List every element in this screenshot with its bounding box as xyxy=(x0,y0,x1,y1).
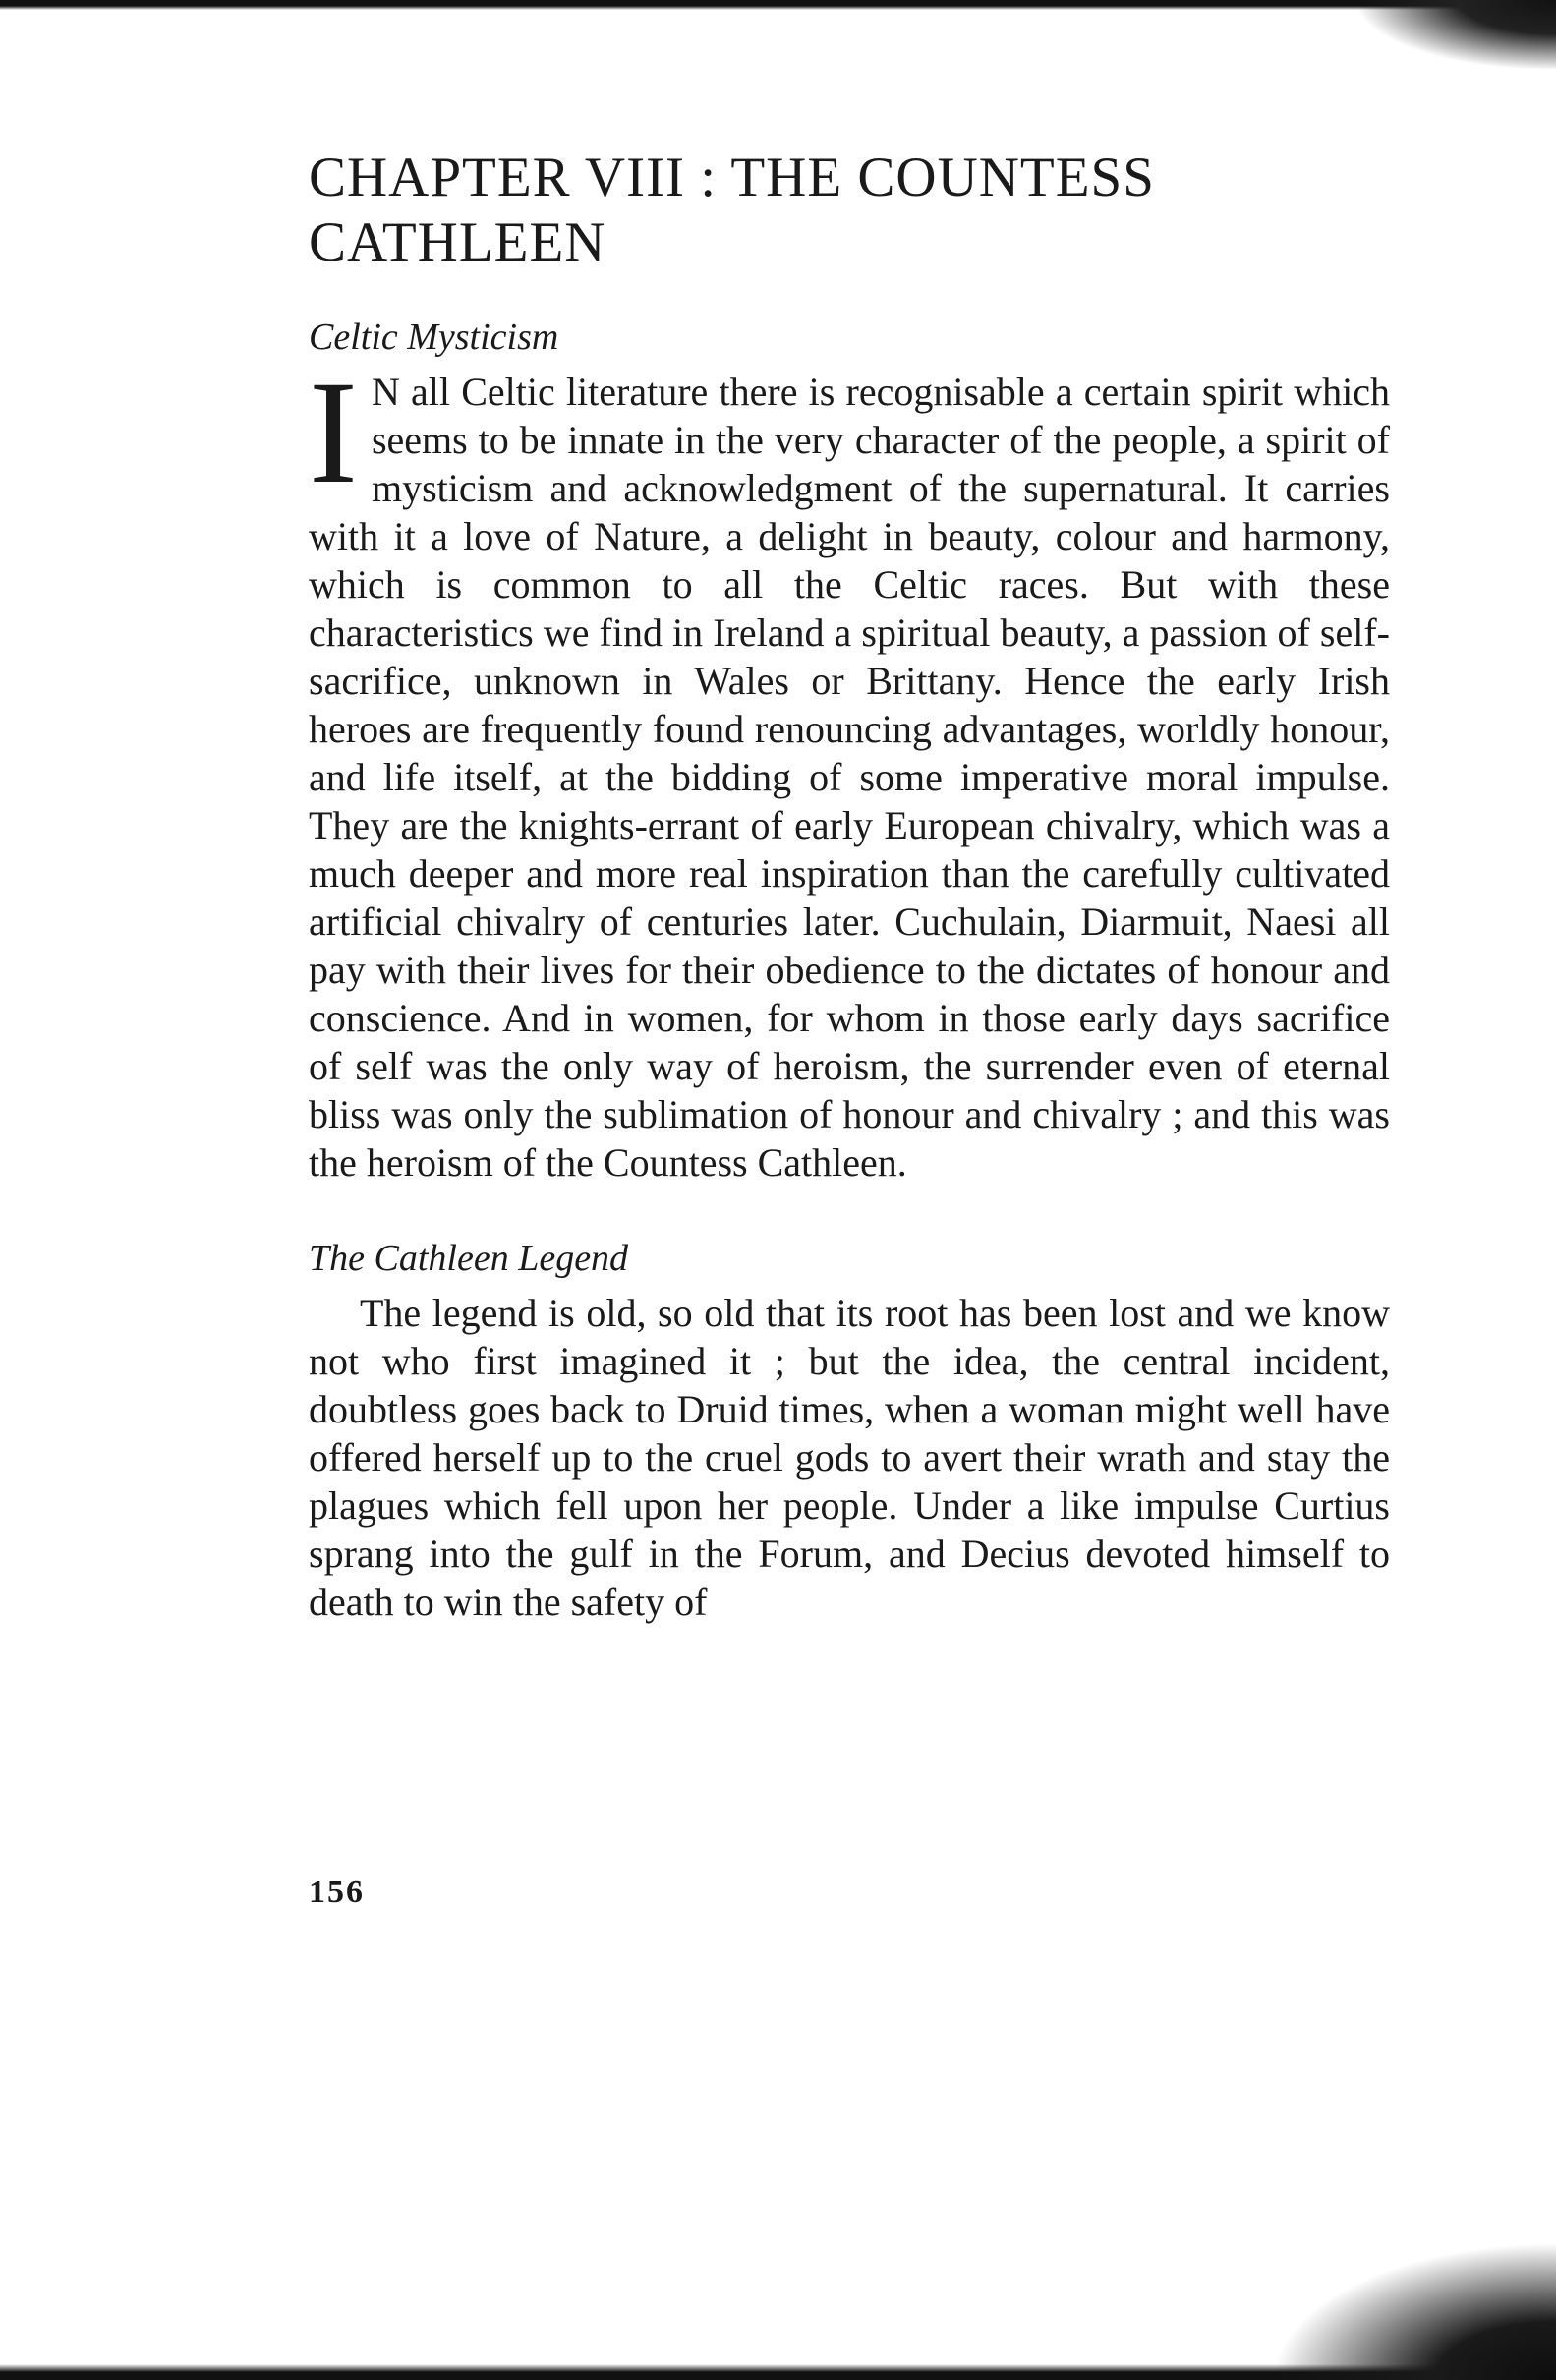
scan-edge-top xyxy=(0,0,1556,10)
scan-corner-shadow-top xyxy=(1359,0,1556,69)
paragraph-text: N all Celtic literature there is recognisable a certain spirit which seems to be innate in the very character of the people, a spirit of mysticism and acknowledgment of the supernatural. It carries with it a love of Nature, a delight in beauty, colour and harmony, which is common to all the Celtic races. But with these characteristics we find in Ireland a spiritual beauty, a passion of self-sacrifice, unknown in Wales or Brittany. Hence the early Irish heroes are frequently found renouncing advantages, worldly honour, and life itself, at the bidding of some imperative moral impulse. They are the knights-errant of early European chivalry, which was a much deeper and more real inspiration than the carefully cultivated artificial chivalry of centuries later. Cuchulain, Diarmuit, Naesi all pay with their lives for their obedience to the dictates of honour and conscience. And in women, for whom in those early days sacrifice of self was the only way of heroism, the surrender even of eternal bliss was only the sublimation of honour and chivalry ; and this was the heroism of the Countess Cathleen. xyxy=(309,370,1390,1185)
chapter-title: CHAPTER VIII : THE COUNTESS CATHLEEN xyxy=(309,146,1155,273)
scan-corner-shadow-bottom xyxy=(1271,2242,1556,2380)
drop-cap: I xyxy=(309,351,358,514)
paragraph-text: The legend is old, so old that its root has been lost and we know not who first imagined it ; but the idea, the central incident, doubtless goes back to Druid times, when a woman might well have offered herself up to the cruel gods to avert their wrath and stay the plagues which fell upon her people. Under a like impulse Curtius sprang into the gulf in the Forum, and Decius devoted himself to death to win the safety of xyxy=(309,1291,1390,1624)
section-cathleen-legend xyxy=(309,1234,1390,1626)
section-celtic-mysticism xyxy=(309,313,1390,1187)
book-page xyxy=(309,145,1390,1626)
section-heading: The Cathleen Legend xyxy=(309,1238,629,1279)
page-number: 156 xyxy=(309,1874,365,1910)
paragraph xyxy=(309,351,1390,1187)
section-heading: Celtic Mysticism xyxy=(309,317,559,358)
